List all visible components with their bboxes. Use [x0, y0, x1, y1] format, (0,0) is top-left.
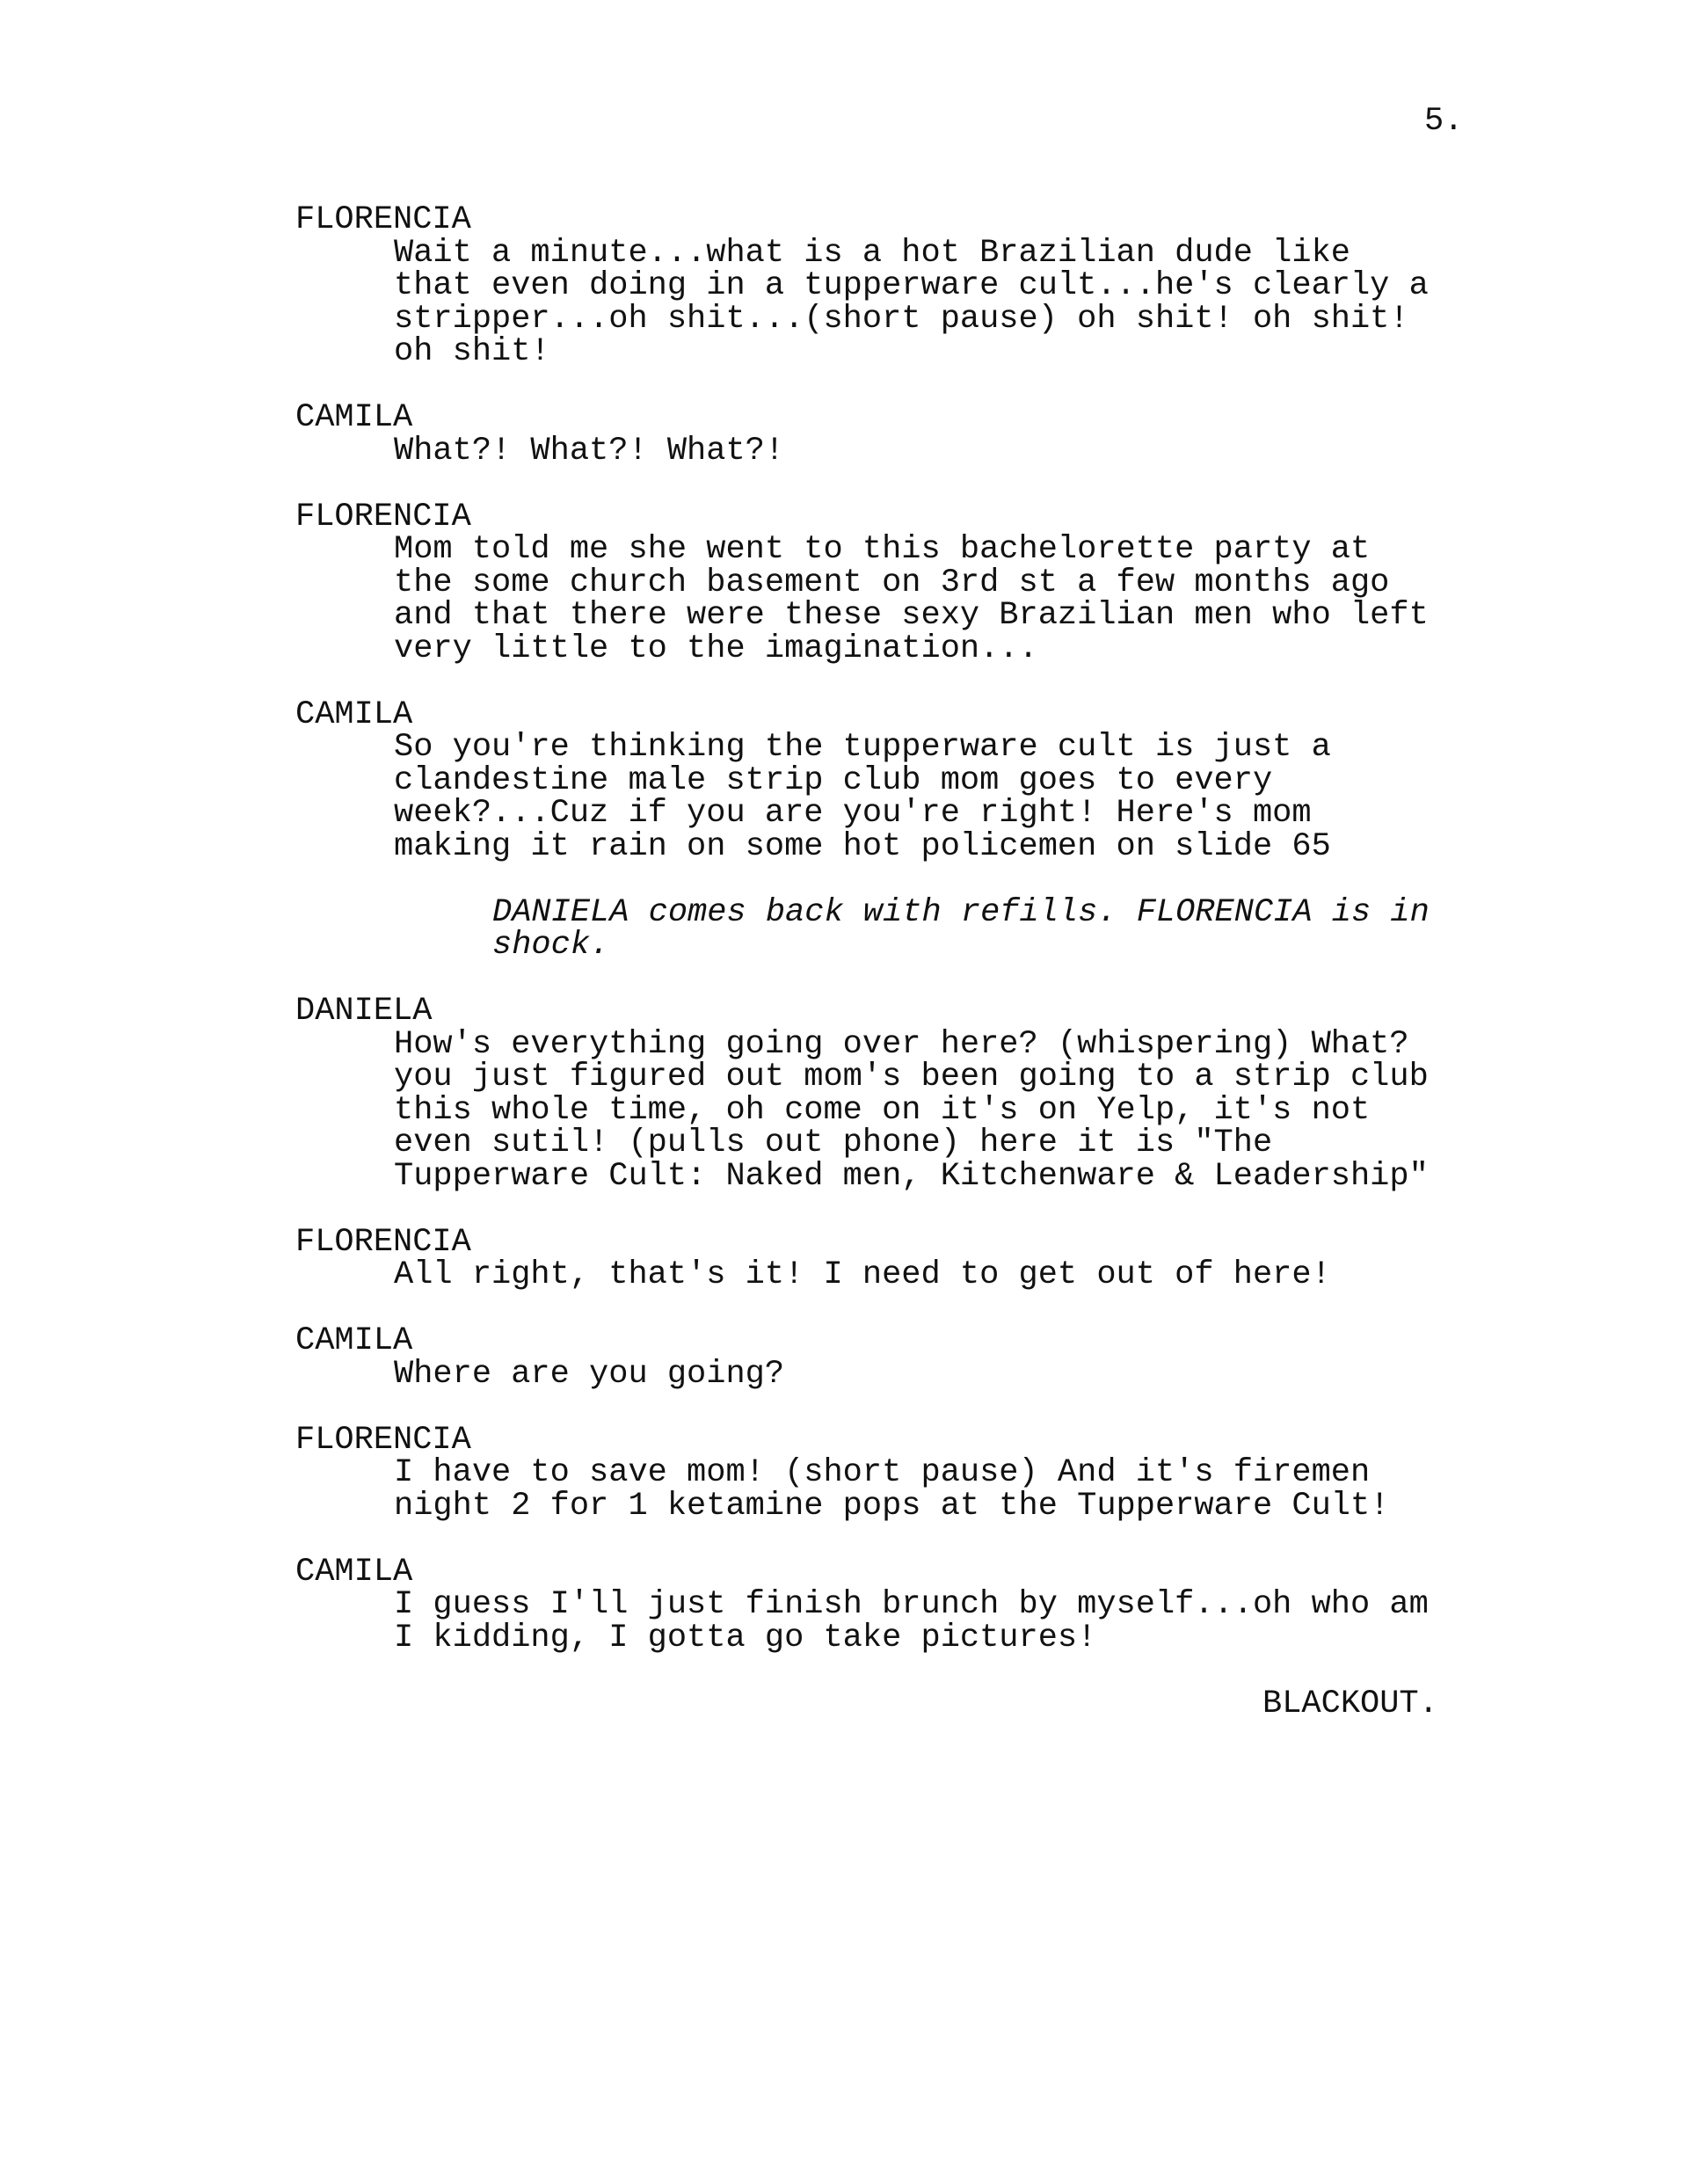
action-block: [295, 893, 1509, 964]
character-name: CAMILA: [295, 1553, 413, 1591]
action-line: DANIELA comes back with refills. FLORENCIA is in: [492, 893, 1430, 931]
dialogue-line: I guess I'll just finish brunch by myself...oh who am: [394, 1586, 1429, 1623]
dialogue-line: clandestine male strip club mom goes to every: [394, 761, 1273, 799]
dialogue-line: night 2 for 1 ketamine pops at the Tupperware Cult!: [394, 1487, 1390, 1525]
dialogue-line: Wait a minute...what is a hot Brazilian dude like: [394, 234, 1350, 272]
dialogue-line: Mom told me she went to this bachelorette party at: [394, 531, 1371, 568]
dialogue-block: [295, 1322, 1509, 1393]
dialogue-line: How's everything going over here? (whispering) What?: [394, 1025, 1409, 1063]
dialogue-block: [295, 1553, 1509, 1656]
dialogue-block: [295, 1421, 1509, 1525]
dialogue-line: stripper...oh shit...(short pause) oh shit! oh shit!: [394, 300, 1409, 338]
dialogue-block: [295, 995, 1509, 1193]
character-name: FLORENCIA: [295, 498, 471, 535]
dialogue-line: that even doing in a tupperware cult...he's clearly a: [394, 267, 1429, 304]
transition: BLACKOUT.: [1262, 1685, 1438, 1722]
dialogue-line: the some church basement on 3rd st a few months ago: [394, 564, 1390, 601]
character-name: CAMILA: [295, 695, 413, 733]
dialogue-line: even sutil! (pulls out phone) here it is "The: [394, 1125, 1273, 1161]
character-name: FLORENCIA: [295, 201, 471, 238]
dialogue-line: very little to the imagination...: [394, 630, 1038, 667]
dialogue-line: week?...Cuz if you are you're right! Here's mom: [394, 795, 1312, 832]
dialogue-block: [295, 1223, 1509, 1293]
dialogue-line: you just figured out mom's been going to a strip club: [394, 1059, 1429, 1096]
character-name: DANIELA: [295, 993, 433, 1030]
dialogue-line: and that there were these sexy Brazilian men who left: [394, 597, 1429, 634]
character-name: FLORENCIA: [295, 1223, 471, 1261]
dialogue-block: [295, 695, 1509, 865]
dialogue-block: [295, 498, 1509, 667]
character-name: CAMILA: [295, 399, 413, 436]
dialogue-block: [295, 201, 1509, 370]
dialogue-line: I have to save mom! (short pause) And it's firemen: [394, 1454, 1371, 1491]
action-line: shock.: [492, 927, 610, 964]
dialogue-line: this whole time, oh come on it's on Yelp, it's not: [394, 1091, 1371, 1129]
dialogue-line: What?! What?! What?!: [394, 432, 785, 470]
dialogue-line: oh shit!: [394, 333, 550, 370]
character-name: FLORENCIA: [295, 1421, 471, 1459]
dialogue-block: [295, 399, 1509, 470]
character-name: CAMILA: [295, 1322, 413, 1359]
page-number: 5.: [1424, 103, 1464, 140]
dialogue-line: Where are you going?: [394, 1355, 785, 1393]
script-body: [295, 201, 1509, 1722]
dialogue-line: Tupperware Cult: Naked men, Kitchenware & Leadership": [394, 1157, 1429, 1195]
dialogue-line: So you're thinking the tupperware cult is just a: [394, 729, 1331, 766]
dialogue-line: All right, that's it! I need to get out of here!: [394, 1256, 1331, 1293]
dialogue-line: making it rain on some hot policemen on slide 65: [394, 827, 1331, 865]
dialogue-line: I kidding, I gotta go take pictures!: [394, 1619, 1097, 1656]
